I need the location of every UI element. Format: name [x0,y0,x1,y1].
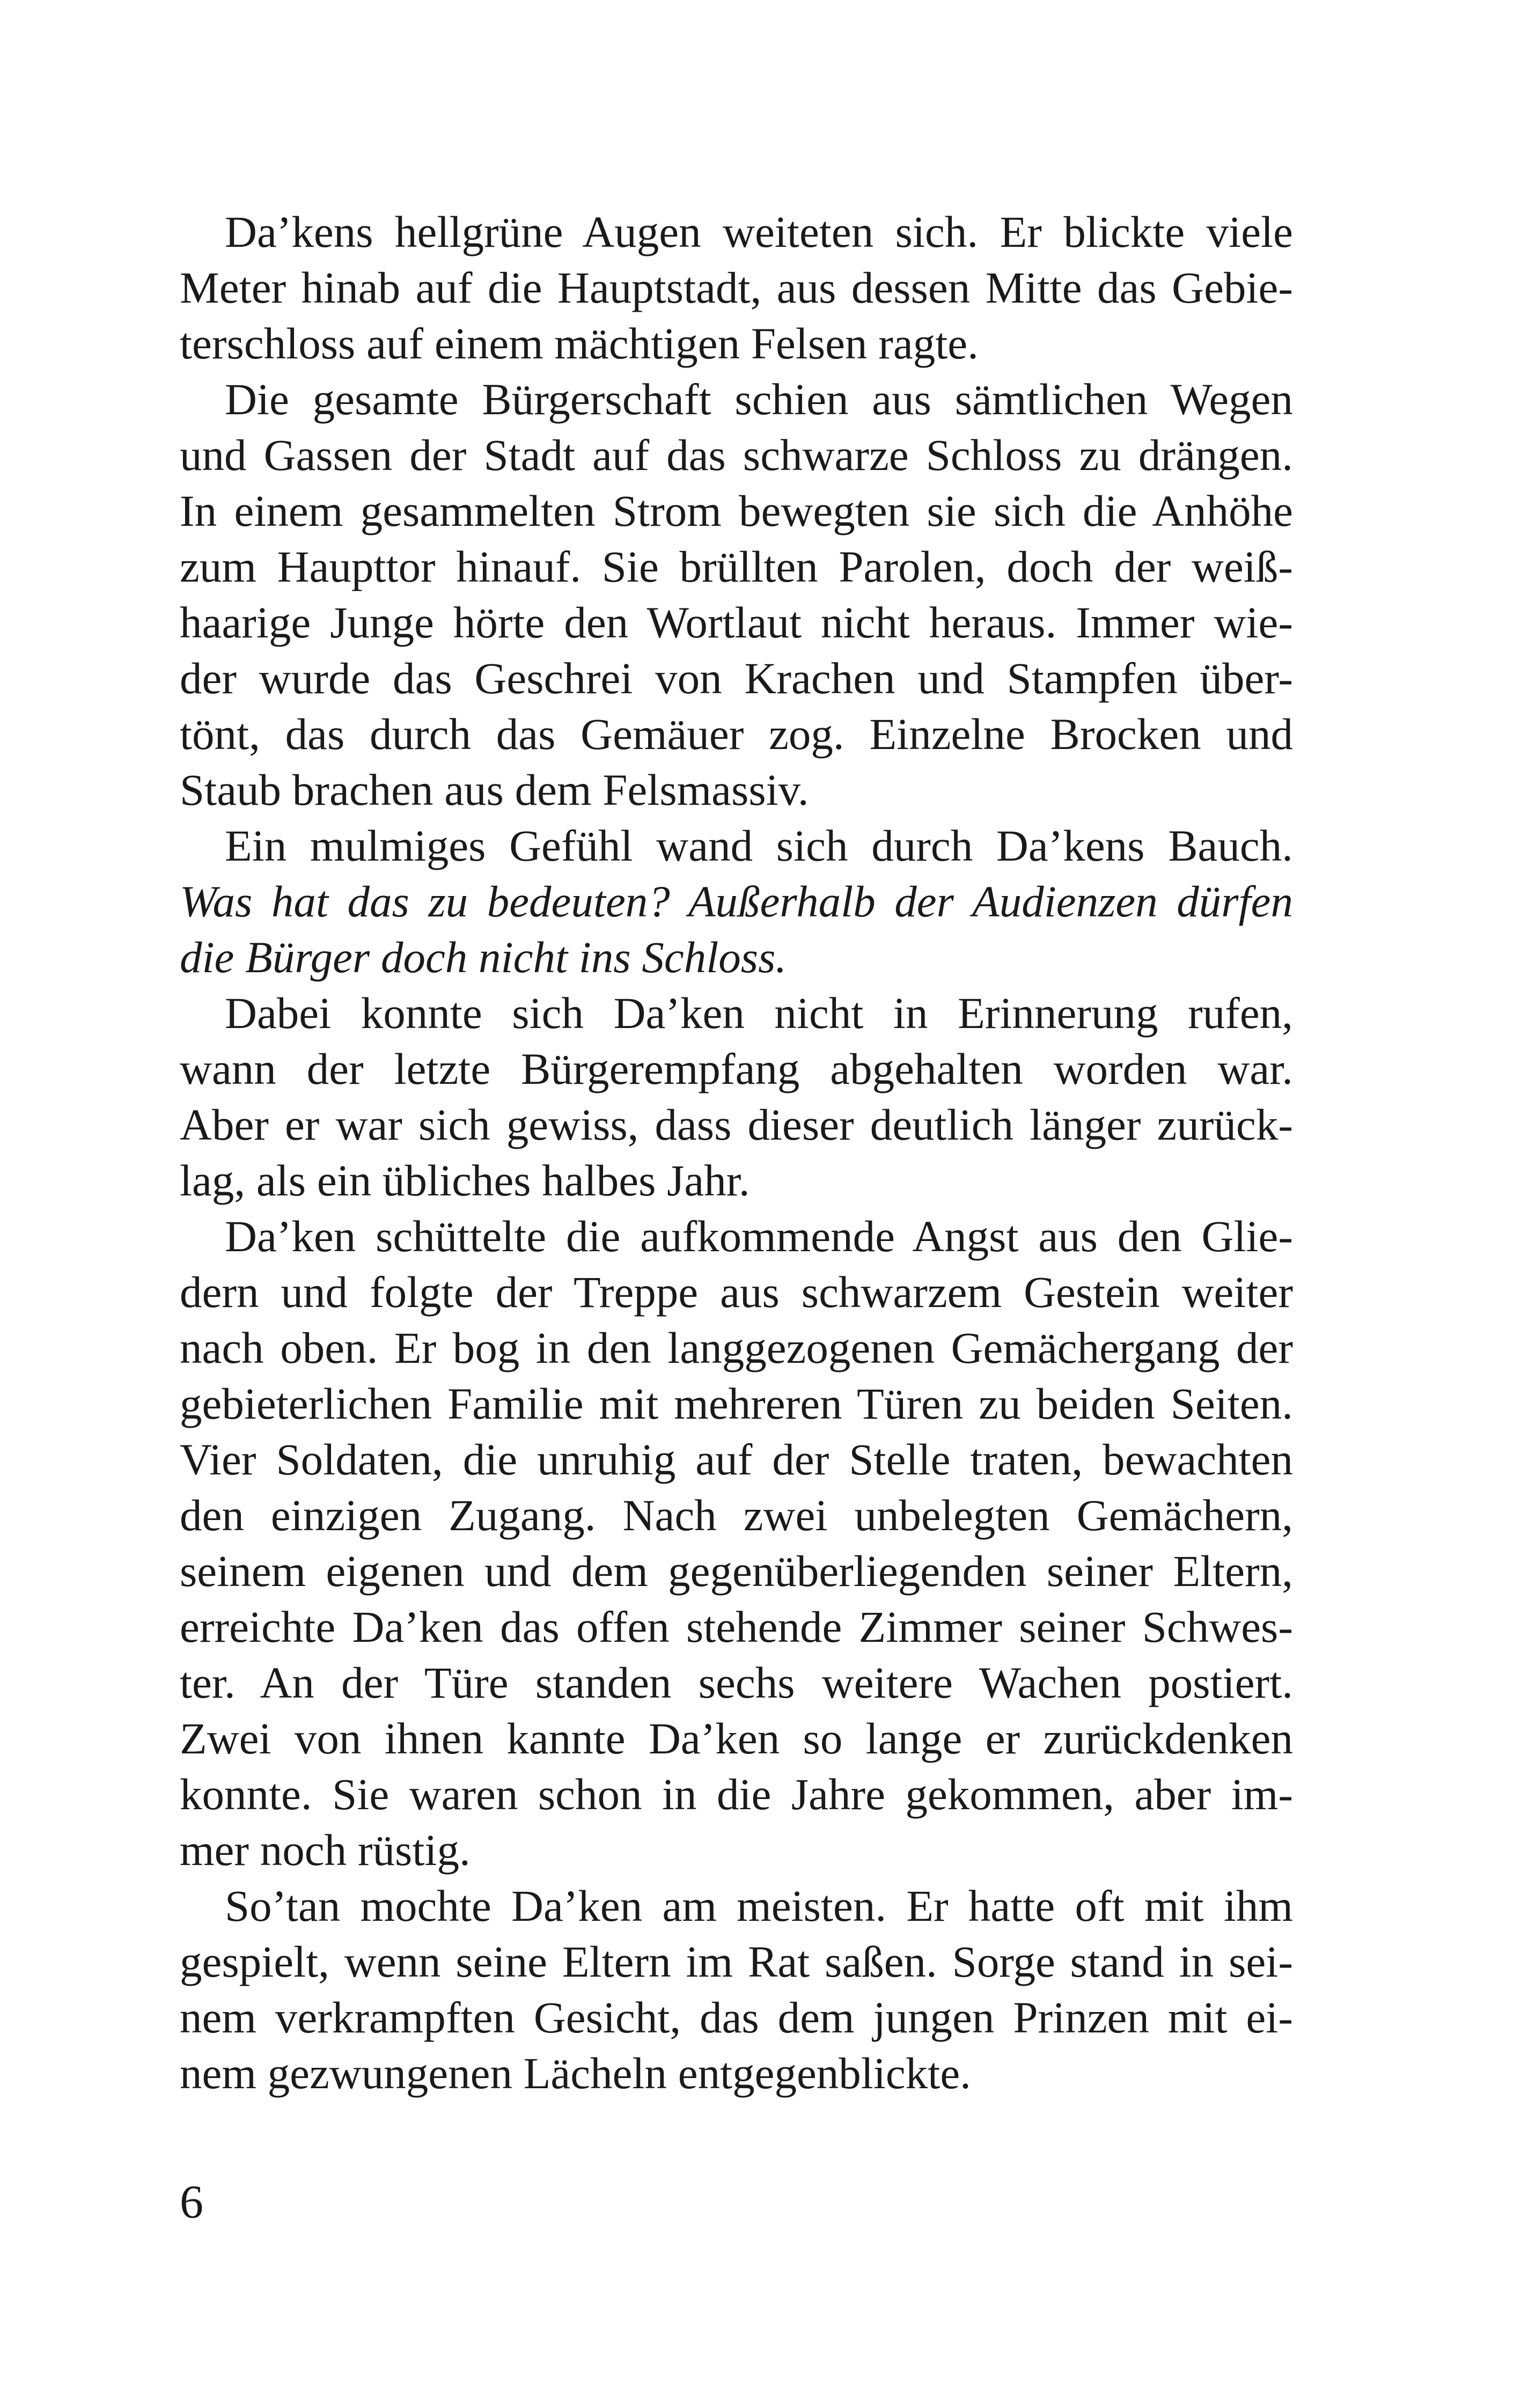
text-line: dern und folgte der Treppe aus schwarzem Gestein weiter [180,1267,1293,1317]
text-line: Da’kens hellgrüne Augen weiteten sich. Er blickte viele [225,207,1293,256]
text-line: Aber er war sich gewiss, dass dieser deutlich länger zurück- [180,1100,1293,1149]
text-line: seinem eigenen und dem gegenüberliegenden seiner Eltern, [180,1546,1293,1596]
text-line: tönt, das durch das Gemäuer zog. Einzelne Brocken und [180,709,1293,759]
text-line: den einzigen Zugang. Nach zwei unbelegten Gemächern, [180,1491,1293,1540]
text-line: nach oben. Er bog in den langgezogenen Gemächergang der [180,1323,1293,1372]
text-line: und Gassen der Stadt auf das schwarze Schloss zu drängen. [180,430,1293,480]
text-line: gespielt, wenn seine Eltern im Rat saßen. Sorge stand in sei- [180,1937,1293,1986]
text-line: erreichte Da’ken das offen stehende Zimmer seiner Schwes- [180,1602,1293,1651]
text-line: In einem gesammelten Strom bewegten sie sich die Anhöhe [180,486,1293,535]
text-line: Dabei konnte sich Da’ken nicht in Erinnerung rufen, [225,988,1293,1038]
text-line: So’tan mochte Da’ken am meisten. Er hatte oft mit ihm [225,1881,1293,1930]
text-line: Staub brachen aus dem Felsmassiv. [180,765,809,814]
text-line: der wurde das Geschrei von Krachen und Stampfen über- [180,654,1293,703]
text-line: zum Haupttor hinauf. Sie brüllten Parolen, doch der weiß- [180,542,1293,591]
text-line: ter. An der Türe standen sechs weitere Wachen postiert. [180,1658,1293,1707]
italic-thought-line: die Bürger doch nicht ins Schloss. [180,933,787,982]
text-line: konnte. Sie waren schon in die Jahre gekommen, aber im- [180,1770,1293,1819]
body-text [180,204,1293,2125]
text-line: Ein mulmiges Gefühl wand sich durch Da’kens Bauch. [225,821,1293,870]
text-line: gebieterlichen Familie mit mehreren Türen zu beiden Seiten. [180,1379,1293,1428]
text-line: terschloss auf einem mächtigen Felsen ragte. [180,319,979,368]
italic-thought-line: Was hat das zu bedeuten? Außerhalb der Audienzen dürfen [180,877,1293,926]
page-number: 6 [180,2176,203,2228]
text-line: Die gesamte Bürgerschaft schien aus sämtlichen Wegen [225,375,1293,424]
text-line: Da’ken schüttelte die aufkommende Angst aus den Glie- [225,1212,1293,1261]
text-line: wann der letzte Bürgerempfang abgehalten worden war. [180,1044,1293,1093]
text-line: Meter hinab auf die Hauptstadt, aus dessen Mitte das Gebie- [180,263,1293,312]
text-line: lag, als ein übliches halbes Jahr. [180,1156,750,1205]
text-line: Vier Soldaten, die unruhig auf der Stelle traten, bewachten [180,1435,1293,1484]
text-line: nem verkrampften Gesicht, das dem jungen Prinzen mit ei- [180,1993,1293,2042]
text-line: nem gezwungenen Lächeln entgegenblickte. [180,2049,971,2098]
text-line: mer noch rüstig. [180,1825,471,1875]
text-line: haarige Junge hörte den Wortlaut nicht heraus. Immer wie- [180,598,1293,647]
text-line: Zwei von ihnen kannte Da’ken so lange er zurückdenken [180,1714,1293,1763]
